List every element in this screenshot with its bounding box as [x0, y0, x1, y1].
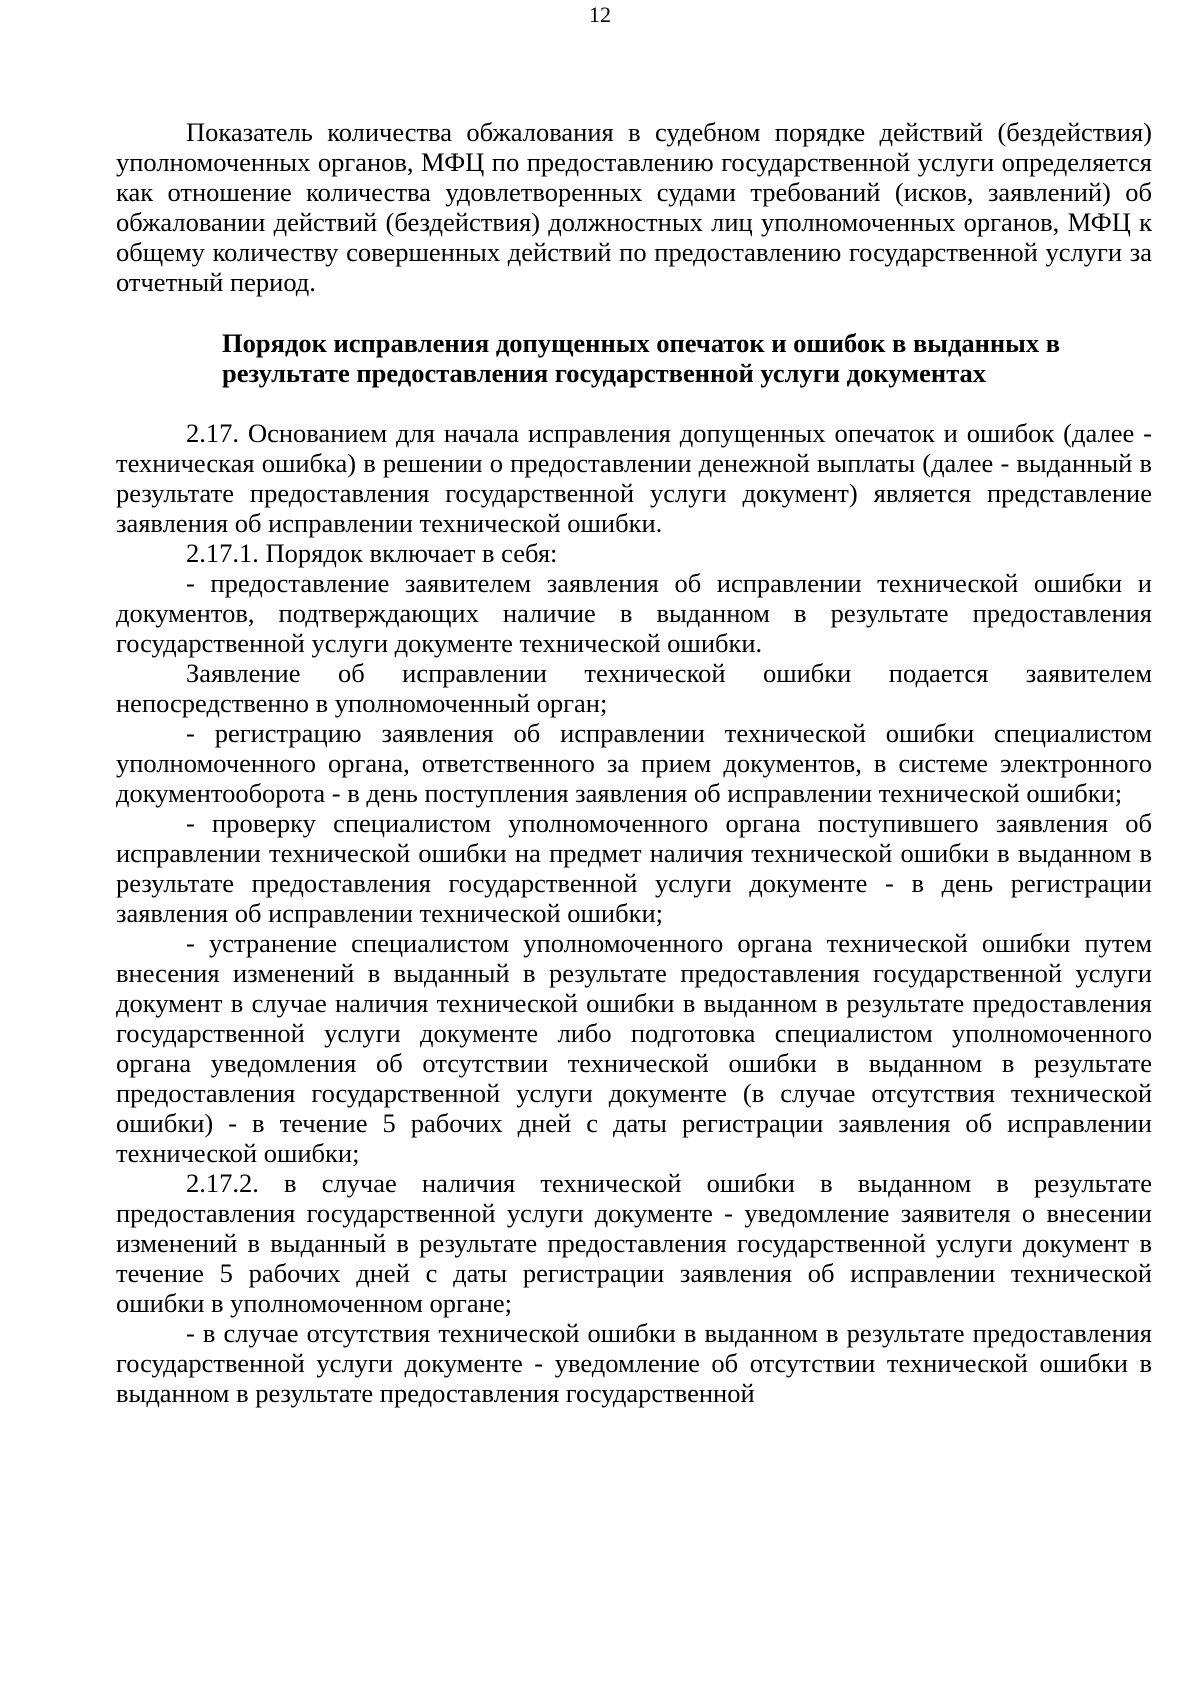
list-item-submission: - предоставление заявителем заявления об исправлении технической ошибки и документов, подтверждающих наличие в выданном в результате предоставления государственной услуги документе технической ошибки.	[116, 568, 1152, 658]
paragraph-appeal-indicator: Показатель количества обжалования в судебном порядке действий (бездействия) уполномоченных органов, МФЦ по предоставлению государственной услуги определяется как отношение количества удовлетворенных судами требований (исков, заявлений) об обжаловании действий (бездействия) должностных лиц уполномоченных органов, МФЦ к общему количеству совершенных действий по предоставлению государственной услуги за отчетный период.	[116, 117, 1152, 297]
paragraph-application-filing: Заявление об исправлении технической ошибки подается заявителем непосредственно в уполномоченный орган;	[116, 658, 1152, 718]
list-item-registration: - регистрацию заявления об исправлении технической ошибки специалистом уполномоченного органа, ответственного за прием документов, в системе электронного документооборота - в день поступления заявления об исправлении технической ошибки;	[116, 718, 1152, 808]
list-item-no-error-notice: - в случае отсутствия технической ошибки в выданном в результате предоставления государственной услуги документе - уведомление об отсутствии технической ошибки в выданном в результате предоставления государственной	[116, 1318, 1152, 1408]
section-heading-line-2: результате предоставления государственной услуги документах	[222, 358, 987, 388]
paragraph-2-17: 2.17. Основанием для начала исправления допущенных опечаток и ошибок (далее - техническая ошибка) в решении о предоставлении денежной выплаты (далее - выданный в результате предоставления государственной услуги документ) является представление заявления об исправлении технической ошибки.	[116, 418, 1152, 538]
list-item-verification: - проверку специалистом уполномоченного органа поступившего заявления об исправлении технической ошибки на предмет наличия технической ошибки в выданном в результате предоставления государственной услуги документе - в день регистрации заявления об исправлении технической ошибки;	[116, 808, 1152, 928]
section-heading-line-1: Порядок исправления допущенных опечаток и ошибок в выданных в	[222, 328, 1061, 358]
paragraph-2-17-1: 2.17.1. Порядок включает в себя:	[186, 538, 558, 568]
document-body	[116, 117, 1152, 1408]
page-number: 12	[589, 2, 611, 27]
section-heading	[116, 328, 1152, 388]
list-item-correction: - устранение специалистом уполномоченного органа технической ошибки путем внесения изменений в выданный в результате предоставления государственной услуги документ в случае наличия технической ошибки в выданном в результате предоставления государственной услуги документе либо подготовка специалистом уполномоченного органа уведомления об отсутствии технической ошибки в выданном в результате предоставления государственной услуги документе (в случае отсутствия технической ошибки) - в течение 5 рабочих дней с даты регистрации заявления об исправлении технической ошибки;	[116, 928, 1152, 1168]
paragraph-2-17-2: 2.17.2. в случае наличия технической ошибки в выданном в результате предоставления государственной услуги документе - уведомление заявителя о внесении изменений в выданный в результате предоставления государственной услуги документ в течение 5 рабочих дней с даты регистрации заявления об исправлении технической ошибки в уполномоченном органе;	[116, 1168, 1152, 1318]
